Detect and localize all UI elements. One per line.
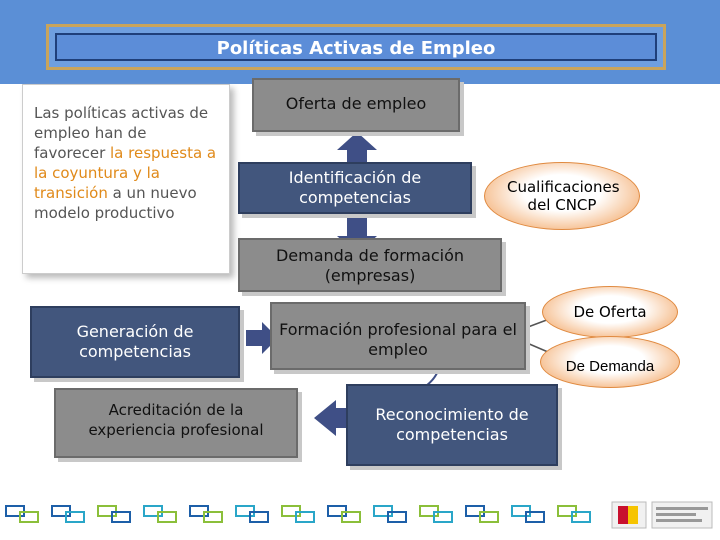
- generacion-competencias-box: [30, 306, 240, 378]
- demanda-formacion-box: [238, 238, 502, 292]
- formacion-profesional-box: [270, 302, 526, 370]
- acreditacion-experiencia-box: [54, 388, 298, 458]
- intro-highlight: la respuesta a la coyuntura y la transición: [34, 144, 217, 202]
- footer-chain-decoration: [0, 496, 720, 536]
- chain-links: [6, 506, 590, 522]
- generacion-competencias-label: Generación de competencias: [76, 322, 194, 361]
- identificacion-competencias-box: [238, 162, 472, 214]
- de-oferta-label: De Oferta: [573, 303, 647, 321]
- acreditacion-experiencia-label: Acreditación de la experiencia profesional: [88, 401, 264, 439]
- reconocimiento-competencias-box: [346, 384, 558, 466]
- left-arrow: [314, 400, 348, 436]
- intro-text: Las políticas activas de empleo han de favorecer: [34, 104, 209, 162]
- de-demanda-oval: [540, 336, 680, 388]
- cualificaciones-oval: [484, 162, 640, 230]
- demanda-formacion-label: Demanda de formación (empresas): [275, 246, 465, 285]
- reconocimiento-competencias-label: Reconocimiento de competencias: [375, 405, 529, 444]
- formacion-profesional-label: Formación profesional para el empleo: [279, 320, 517, 359]
- cualificaciones-label: Cualificaciones del CNCP: [507, 178, 620, 214]
- page-title: Políticas Activas de Empleo: [55, 33, 657, 61]
- spain-government-logo: [612, 502, 712, 528]
- intro-text-end: a un nuevo modelo productivo: [34, 184, 197, 222]
- de-oferta-oval: [542, 286, 678, 338]
- de-demanda-label: De Demanda: [565, 358, 655, 375]
- identificacion-competencias-label: Identificación de competencias: [288, 168, 422, 207]
- oferta-empleo-box: [252, 78, 460, 132]
- oferta-empleo-label: Oferta de empleo: [285, 94, 427, 113]
